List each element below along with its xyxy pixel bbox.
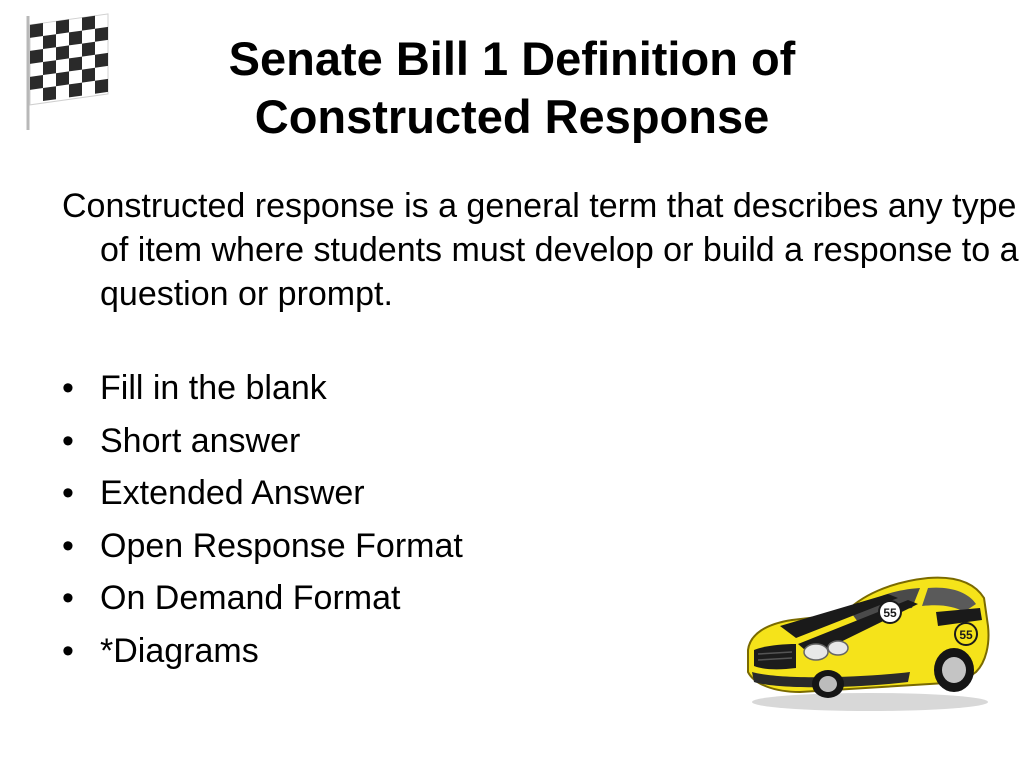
race-car-icon: [740, 568, 992, 714]
slide-title: [130, 30, 894, 146]
slide-title-line-2: Constructed Response: [254, 90, 770, 143]
slide-title-line-1: Senate Bill 1 Definition of: [228, 32, 796, 85]
bullet-marker: •: [62, 369, 74, 407]
list-item: [62, 467, 463, 520]
list-item-text: Extended Answer: [100, 474, 365, 512]
bullet-marker: •: [62, 579, 74, 617]
list-item-text: *Diagrams: [100, 631, 259, 670]
intro-paragraph: Constructed response is a general term that describes any type of item where students must develop or build a response to a question or prompt.: [62, 187, 1019, 313]
list-item-text: Short answer: [100, 421, 301, 460]
list-item-text: Open Response Format: [100, 526, 463, 565]
bullet-marker: •: [62, 631, 74, 670]
bullet-list: [62, 362, 463, 677]
list-item: [62, 625, 463, 678]
list-item: [62, 415, 463, 468]
list-item: [62, 520, 463, 573]
car-number-door: 55: [959, 628, 973, 642]
bullet-marker: •: [62, 526, 74, 565]
list-item-text: Fill in the blank: [100, 369, 327, 407]
list-item: [62, 572, 463, 625]
list-item: [62, 362, 463, 415]
bullet-marker: •: [62, 474, 74, 512]
list-item-text: On Demand Format: [100, 579, 401, 617]
bullet-marker: •: [62, 421, 74, 460]
car-number-hood: 55: [883, 606, 897, 620]
checkered-flag-icon: [22, 12, 114, 132]
